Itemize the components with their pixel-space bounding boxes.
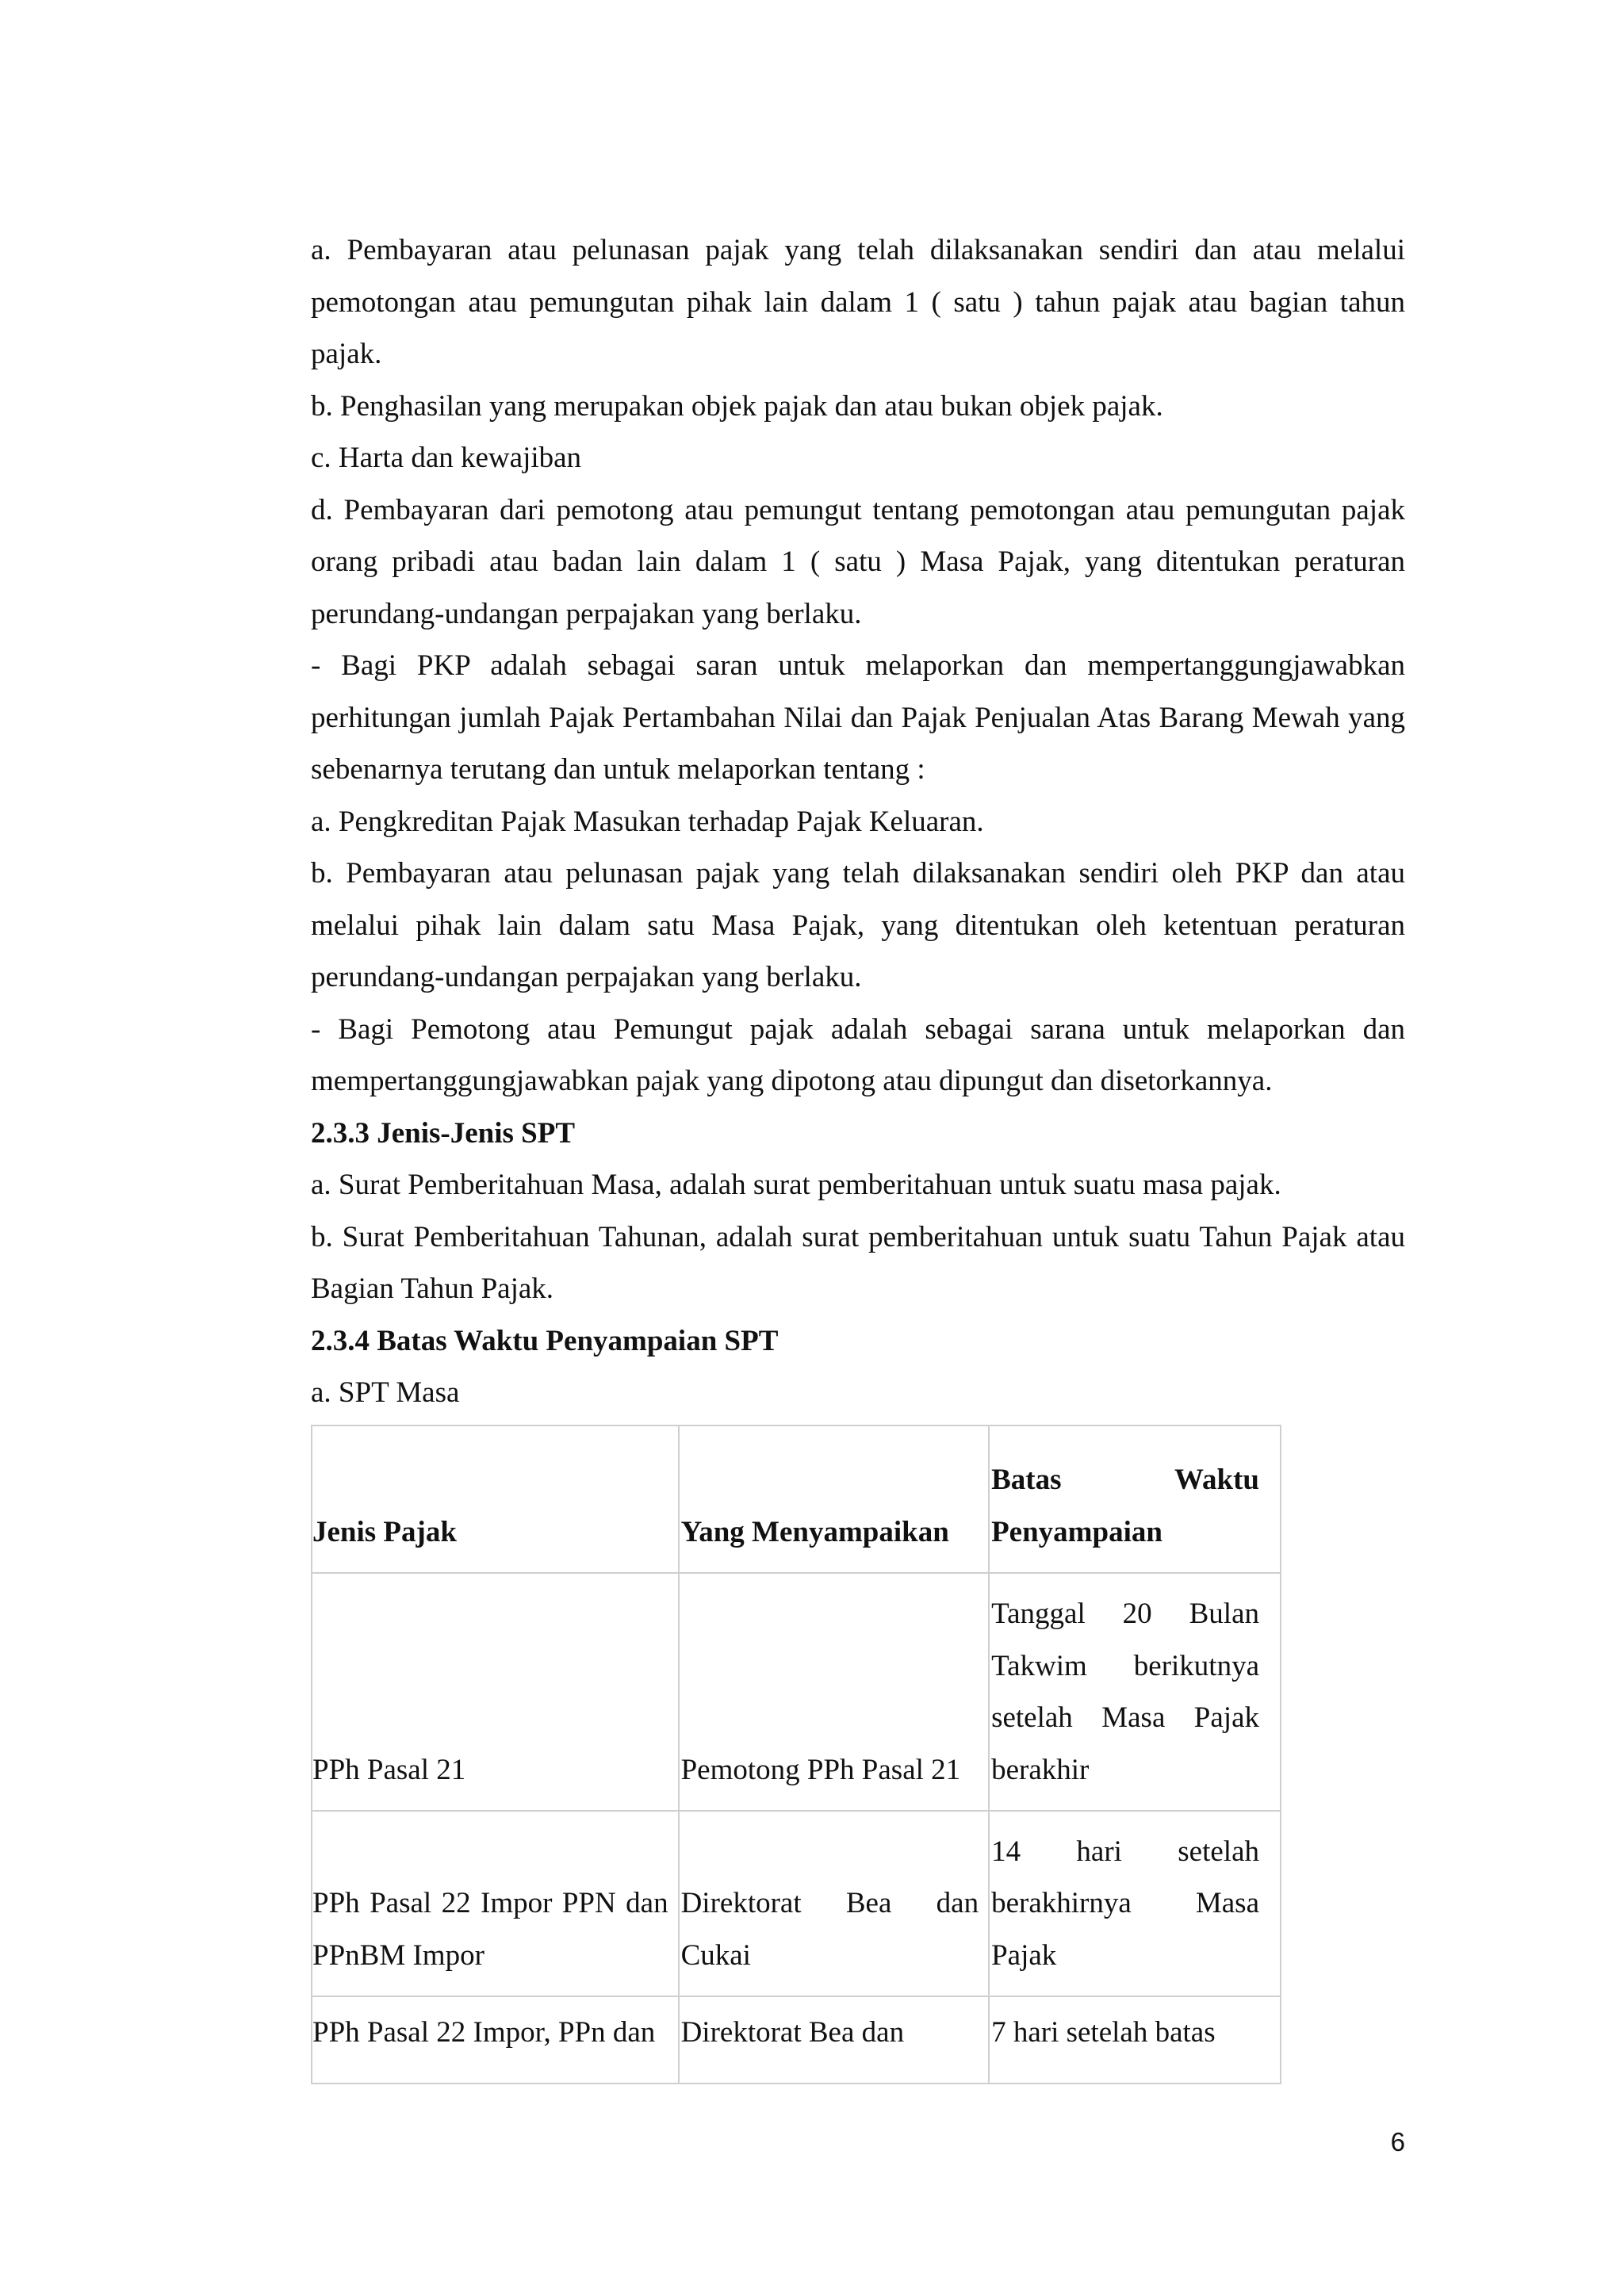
table-cell: 7 hari setelah batas (989, 1996, 1281, 2084)
section-heading-234: 2.3.4 Batas Waktu Penyampaian SPT (311, 1324, 779, 1357)
paragraph-1b: b. Penghasilan yang merupakan objek pajak dan atau bukan objek pajak. (311, 389, 1163, 423)
section-heading-233: 2.3.3 Jenis-Jenis SPT (311, 1116, 576, 1150)
table-cell: Direktorat Bea dan Cukai (679, 1811, 990, 1996)
paragraph-2a: a. Pengkreditan Pajak Masukan terhadap Pajak Keluaran. (311, 805, 984, 838)
table-cell: PPh Pasal 22 Impor, PPn dan (312, 1996, 679, 2084)
paragraph-pemotong: - Bagi Pemotong atau Pemungut pajak adalah sebagai sarana untuk melaporkan dan mempertanggungjawabkan pajak yang dipotong atau dipungut dan disetorkannya. (311, 1012, 1405, 1097)
paragraph-spt-masa: a. Surat Pemberitahuan Masa, adalah surat pemberitahuan untuk suatu masa pajak. (311, 1169, 1281, 1201)
table-cell: 14 hari setelah berakhirnya Masa Pajak (989, 1811, 1281, 1996)
table-cell: Pemotong PPh Pasal 21 (679, 1573, 990, 1811)
paragraph-2b: b. Pembayaran atau pelunasan pajak yang telah dilaksanakan sendiri oleh PKP dan atau melalui pihak lain dalam satu Masa Pajak, yang ditentukan oleh ketentuan peraturan perundang-undangan perpajakan yang berlaku. (311, 857, 1405, 993)
paragraph-1a: a. Pembayaran atau pelunasan pajak yang telah dilaksanakan sendiri dan atau melalui pemotongan atau pemungutan pihak lain dalam 1 ( satu ) tahun pajak atau bagian tahun pajak. (311, 234, 1405, 370)
table-header-row (312, 1425, 1281, 1573)
paragraph-pkp: - Bagi PKP adalah sebagai saran untuk melaporkan dan mempertanggungjawabkan perhitungan jumlah Pajak Pertambahan Nilai dan Pajak Penjualan Atas Barang Mewah yang sebenarnya terutang dan untuk melaporkan tentang : (311, 649, 1405, 786)
spt-deadline-table (311, 1425, 1281, 2084)
page-number: 6 (1390, 2127, 1405, 2156)
paragraph-a-spt-masa: a. SPT Masa (311, 1376, 460, 1409)
paragraph-1d: d. Pembayaran dari pemotong atau pemungut tentang pemotongan atau pemungutan pajak orang pribadi atau badan lain dalam 1 ( satu ) Masa Pajak, yang ditentukan peraturan perundang-undangan perpajakan yang berlaku. (311, 493, 1405, 630)
paragraph-spt-tahunan: b. Surat Pemberitahuan Tahunan, adalah surat pemberitahuan untuk suatu Tahun Pajak atau Bagian Tahun Pajak. (311, 1220, 1405, 1305)
header-batas-waktu: Batas Waktu Penyampaian (989, 1425, 1281, 1573)
header-yang-menyampaikan: Yang Menyampaikan (679, 1425, 990, 1573)
table-cell: PPh Pasal 22 Impor PPN dan PPnBM Impor (312, 1811, 679, 1996)
table-row (312, 1996, 1281, 2084)
table-cell: Tanggal 20 Bulan Takwim berikutnya setelah Masa Pajak berakhir (989, 1573, 1281, 1811)
header-jenis-pajak: Jenis Pajak (312, 1425, 679, 1573)
paragraph-1c: c. Harta dan kewajiban (311, 442, 582, 474)
table-cell: PPh Pasal 21 (312, 1573, 679, 1811)
body-text (311, 224, 1405, 1419)
table-row (312, 1573, 1281, 1811)
table-row (312, 1811, 1281, 1996)
table-cell: Direktorat Bea dan (679, 1996, 990, 2084)
